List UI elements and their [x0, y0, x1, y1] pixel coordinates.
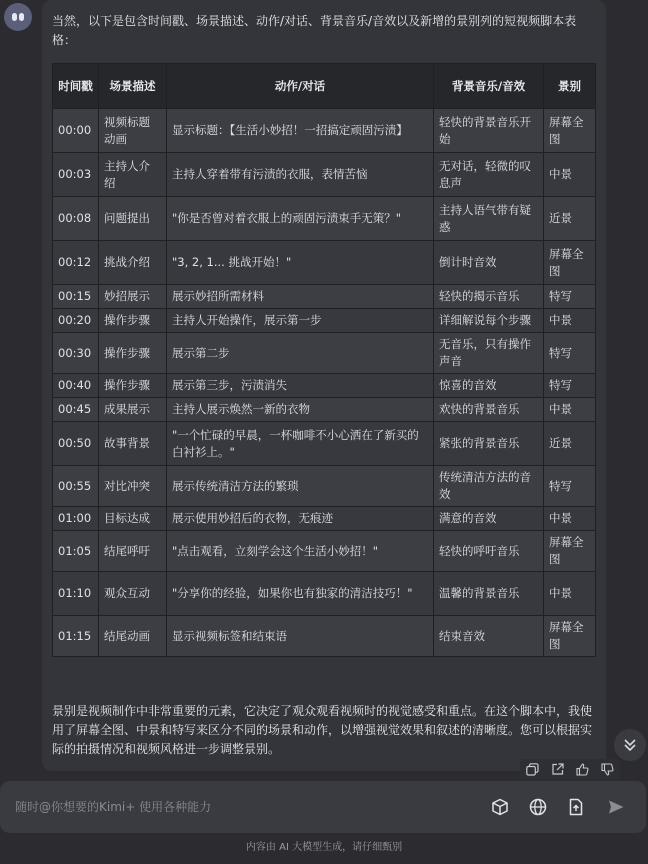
- cell-timestamp: 00:08: [53, 197, 99, 241]
- table-row: [53, 309, 596, 333]
- cell-audio: 无音乐，只有操作声音: [434, 333, 544, 374]
- cell-timestamp: 00:12: [53, 241, 99, 285]
- cell-shot: 特写: [544, 374, 596, 398]
- cell-audio: 详细解说每个步骤: [434, 309, 544, 333]
- cell-shot: 特写: [544, 285, 596, 309]
- cell-audio: 满意的音效: [434, 507, 544, 531]
- dislike-button[interactable]: [599, 760, 617, 778]
- web-search-button[interactable]: [528, 797, 548, 817]
- cell-audio: 欢快的背景音乐: [434, 398, 544, 422]
- cell-audio: 轻快的呼吁音乐: [434, 531, 544, 572]
- cell-timestamp: 01:00: [53, 507, 99, 531]
- cell-scene: 观众互动: [99, 572, 167, 616]
- message-outro: 景别是视频制作中非常重要的元素，它决定了观众观看视频时的视觉感受和重点。在这个脚本中，我使用了屏幕全图、中景和特写来区分不同的场景和动作，以增强视觉效果和叙述的清晰度。您可以根据实际的拍摄情况和视频风格进一步调整景别。: [52, 704, 593, 756]
- cube-icon: [491, 798, 509, 816]
- like-button[interactable]: [574, 760, 592, 778]
- cell-timestamp: 01:05: [53, 531, 99, 572]
- cell-action: 展示第三步，污渍消失: [167, 374, 434, 398]
- cell-shot: 中景: [544, 153, 596, 197]
- cell-audio: 轻快的背景音乐开始: [434, 109, 544, 153]
- message-actions: [520, 759, 620, 779]
- cell-shot: 中景: [544, 507, 596, 531]
- cell-action: 主持人展示焕然一新的衣物: [167, 398, 434, 422]
- copy-icon: [526, 763, 539, 776]
- copy-button[interactable]: [524, 760, 542, 778]
- double-chevron-down-icon: [622, 737, 638, 753]
- cell-scene: 操作步骤: [99, 333, 167, 374]
- cell-shot: 屏幕全图: [544, 241, 596, 285]
- cell-shot: 屏幕全图: [544, 109, 596, 153]
- cell-audio: 结束音效: [434, 616, 544, 657]
- cell-timestamp: 00:50: [53, 422, 99, 466]
- table-row: [53, 507, 596, 531]
- globe-icon: [529, 798, 547, 816]
- cell-scene: 主持人介绍: [99, 153, 167, 197]
- cell-timestamp: 00:03: [53, 153, 99, 197]
- thumbs-down-icon: [601, 763, 614, 776]
- cell-scene: 结尾呼吁: [99, 531, 167, 572]
- cell-shot: 中景: [544, 398, 596, 422]
- cell-shot: 近景: [544, 422, 596, 466]
- cell-shot: 中景: [544, 309, 596, 333]
- script-table: [52, 63, 596, 657]
- cell-scene: 对比冲突: [99, 466, 167, 507]
- cell-action: 展示第二步: [167, 333, 434, 374]
- cell-audio: 轻快的揭示音乐: [434, 285, 544, 309]
- cell-action: 展示使用妙招后的衣物，无痕迹: [167, 507, 434, 531]
- cell-action: 主持人开始操作，展示第一步: [167, 309, 434, 333]
- cell-shot: 中景: [544, 572, 596, 616]
- cell-shot: 特写: [544, 333, 596, 374]
- header-scene: 场景描述: [99, 64, 167, 109]
- table-row: [53, 109, 596, 153]
- table-row: [53, 616, 596, 657]
- table-row: [53, 572, 596, 616]
- assistant-avatar: [4, 3, 32, 31]
- cell-shot: 屏幕全图: [544, 531, 596, 572]
- cell-action: 显示标题：【生活小妙招！一招搞定顽固污渍】: [167, 109, 434, 153]
- share-button[interactable]: [549, 760, 567, 778]
- cell-timestamp: 00:00: [53, 109, 99, 153]
- file-upload-icon: [567, 798, 585, 816]
- cell-action: "你是否曾对着衣服上的顽固污渍束手无策？": [167, 197, 434, 241]
- table-row: [53, 153, 596, 197]
- send-button[interactable]: [606, 797, 626, 817]
- header-audio: 背景音乐/音效: [434, 64, 544, 109]
- cell-scene: 结尾动画: [99, 616, 167, 657]
- cell-scene: 操作步骤: [99, 309, 167, 333]
- header-timestamp: 时间戳: [53, 64, 99, 109]
- cell-scene: 操作步骤: [99, 374, 167, 398]
- cell-scene: 视频标题动画: [99, 109, 167, 153]
- cell-timestamp: 00:55: [53, 466, 99, 507]
- chat-input[interactable]: 随时@你想要的Kimi+ 使用各种能力: [15, 800, 212, 814]
- cell-timestamp: 01:10: [53, 572, 99, 616]
- header-action: 动作/对话: [167, 64, 434, 109]
- cell-audio: 无对话，轻微的叹息声: [434, 153, 544, 197]
- cell-action: 展示传统清洁方法的繁琐: [167, 466, 434, 507]
- message-intro: 当然，以下是包含时间戳、场景描述、动作/对话、背景音乐/音效以及新增的景别列的短视频脚本表格：: [52, 14, 577, 47]
- cell-audio: 倒计时音效: [434, 241, 544, 285]
- cell-timestamp: 00:15: [53, 285, 99, 309]
- cell-audio: 主持人语气带有疑惑: [434, 197, 544, 241]
- send-icon: [607, 798, 625, 816]
- table-row: [53, 285, 596, 309]
- kimi-plus-button[interactable]: [490, 797, 510, 817]
- table-row: [53, 333, 596, 374]
- cell-audio: 温馨的背景音乐: [434, 572, 544, 616]
- table-row: [53, 531, 596, 572]
- cell-action: 展示妙招所需材料: [167, 285, 434, 309]
- cell-audio: 传统清洁方法的音效: [434, 466, 544, 507]
- cell-timestamp: 00:30: [53, 333, 99, 374]
- table-row: [53, 241, 596, 285]
- cell-action: "分享你的经验，如果你也有独家的清洁技巧！": [167, 572, 434, 616]
- cell-scene: 目标达成: [99, 507, 167, 531]
- cell-timestamp: 00:40: [53, 374, 99, 398]
- ai-disclaimer: 内容由 AI 大模型生成，请仔细甄别: [245, 842, 403, 853]
- cell-scene: 故事背景: [99, 422, 167, 466]
- share-icon: [551, 763, 564, 776]
- header-shot: 景别: [544, 64, 596, 109]
- cell-shot: 近景: [544, 197, 596, 241]
- upload-file-button[interactable]: [566, 797, 586, 817]
- cell-scene: 问题提出: [99, 197, 167, 241]
- cell-shot: 屏幕全图: [544, 616, 596, 657]
- cell-timestamp: 01:15: [53, 616, 99, 657]
- thumbs-up-icon: [576, 763, 589, 776]
- cell-action: 显示视频标签和结束语: [167, 616, 434, 657]
- scroll-down-button[interactable]: [614, 729, 646, 761]
- cell-action: "3, 2, 1... 挑战开始！": [167, 241, 434, 285]
- table-row: [53, 197, 596, 241]
- cell-action: "一个忙碌的早晨，一杯咖啡不小心洒在了新买的白衬衫上。": [167, 422, 434, 466]
- cell-timestamp: 00:45: [53, 398, 99, 422]
- table-row: [53, 374, 596, 398]
- table-row: [53, 466, 596, 507]
- cell-shot: 特写: [544, 466, 596, 507]
- cell-timestamp: 00:20: [53, 309, 99, 333]
- chat-input-bar: [0, 781, 646, 833]
- cell-audio: 紧张的背景音乐: [434, 422, 544, 466]
- table-row: [53, 422, 596, 466]
- cell-scene: 挑战介绍: [99, 241, 167, 285]
- cell-action: "点击观看，立刻学会这个生活小妙招！": [167, 531, 434, 572]
- cell-audio: 惊喜的音效: [434, 374, 544, 398]
- cell-scene: 成果展示: [99, 398, 167, 422]
- table-row: [53, 398, 596, 422]
- table-header-row: [53, 64, 596, 109]
- cell-scene: 妙招展示: [99, 285, 167, 309]
- cell-action: 主持人穿着带有污渍的衣服，表情苦恼: [167, 153, 434, 197]
